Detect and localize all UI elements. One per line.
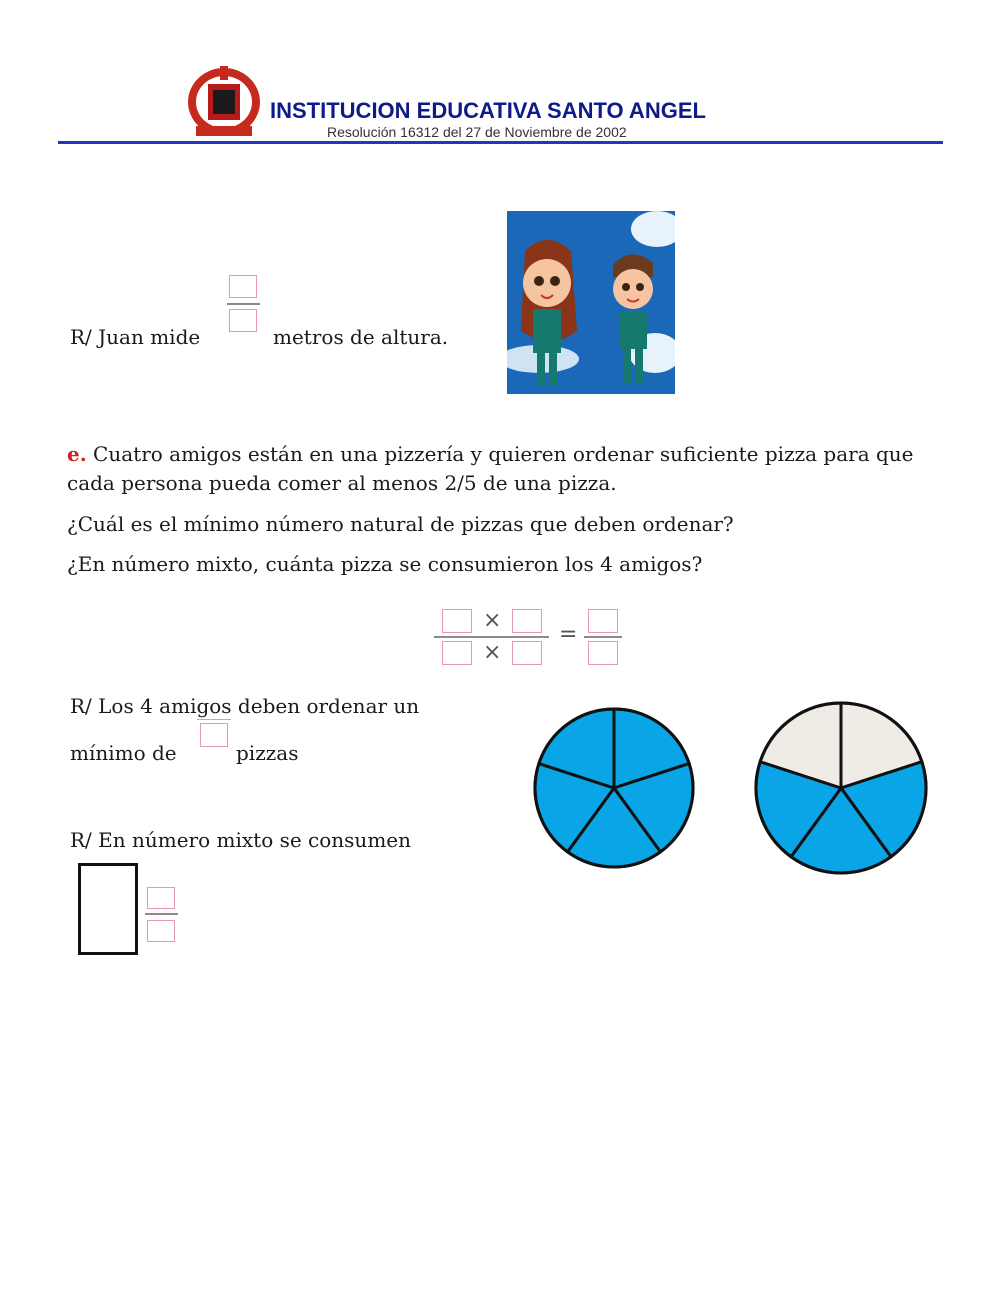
- answer-mixed-line1: R/ En número mixto se consumen: [70, 828, 411, 852]
- answer-pizzas-input[interactable]: [200, 723, 228, 747]
- juan-suffix: metros de altura.: [273, 325, 449, 349]
- pizza-2: [756, 703, 926, 873]
- problem-line1: Cuatro amigos están en una pizzería y quieren ordenar suficiente pizza para que: [93, 442, 914, 466]
- eq-times-bottom: ×: [483, 640, 502, 665]
- mixed-whole-input[interactable]: [78, 863, 138, 955]
- school-logo: [186, 60, 262, 140]
- juan-prefix: R/ Juan mide: [70, 325, 201, 349]
- problem-e-text: [67, 441, 947, 467]
- eq-times-top: ×: [483, 608, 502, 633]
- problem-letter: e.: [67, 442, 87, 466]
- eq-denominator-b[interactable]: [512, 641, 542, 665]
- juan-fraction-bar: [227, 303, 260, 305]
- eq-result-denominator[interactable]: [588, 641, 618, 665]
- answer-pizzas-prefix: mínimo de: [70, 741, 177, 765]
- problem-line2: cada persona pueda comer al menos 2/5 de una pizza.: [67, 471, 617, 495]
- question-2: ¿En número mixto, cuánta pizza se consumieron los 4 amigos?: [67, 552, 703, 576]
- eq-equals: =: [559, 622, 578, 647]
- header-rule: [58, 141, 943, 144]
- mixed-fraction-bar: [145, 913, 178, 915]
- eq-denominator-a[interactable]: [442, 641, 472, 665]
- pizza-1: [535, 709, 693, 867]
- juan-denominator-box[interactable]: [229, 309, 257, 332]
- eq-fraction-bar-left: [434, 636, 549, 638]
- answer-pizzas-bar: [197, 719, 231, 720]
- school-name: INSTITUCION EDUCATIVA SANTO ANGEL: [270, 98, 706, 123]
- kids-illustration: [507, 211, 675, 394]
- school-crest-icon: [186, 60, 262, 140]
- question-1: ¿Cuál es el mínimo número natural de pizzas que deben ordenar?: [67, 512, 734, 536]
- mixed-denominator-input[interactable]: [147, 920, 175, 942]
- resolution-text: Resolución 16312 del 27 de Noviembre de 2002: [327, 124, 627, 140]
- answer-pizzas-suffix: pizzas: [236, 741, 299, 765]
- eq-numerator-a[interactable]: [442, 609, 472, 633]
- eq-fraction-bar-right: [584, 636, 622, 638]
- answer-pizzas-line1: R/ Los 4 amigos deben ordenar un: [70, 694, 420, 718]
- mixed-numerator-input[interactable]: [147, 887, 175, 909]
- eq-numerator-b[interactable]: [512, 609, 542, 633]
- pizza-diagrams: [520, 690, 950, 890]
- eq-result-numerator[interactable]: [588, 609, 618, 633]
- juan-numerator-box[interactable]: [229, 275, 257, 298]
